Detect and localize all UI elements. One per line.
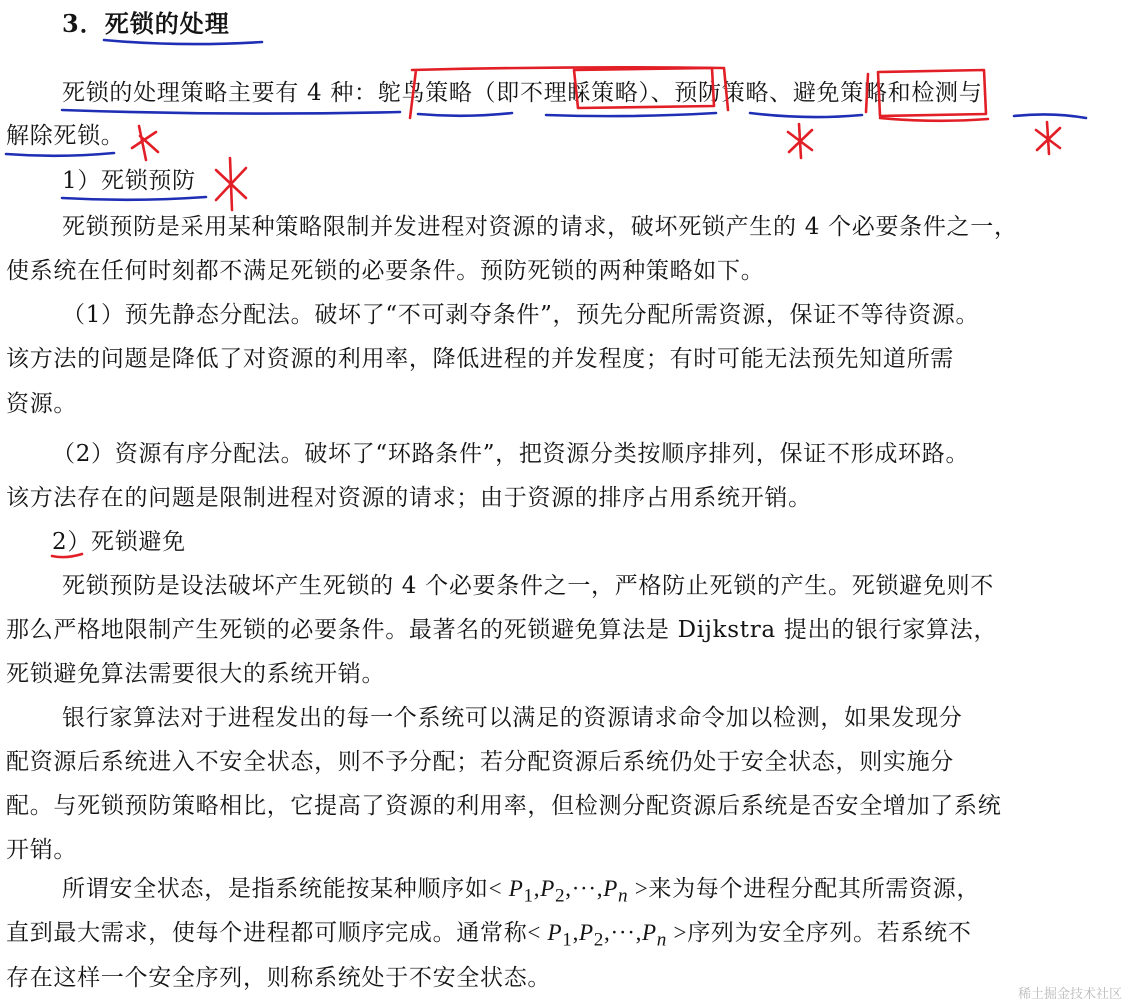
detect-underline [1014,114,1086,118]
avoidance-para2-line-3: 配。与死锁预防策略相比，它提高了资源的利用率，但检测分配资源后系统是否安全增加了系统 [6,793,1002,819]
ignore-underline [546,113,716,116]
prevention-title: 1）死锁预防 [62,168,196,194]
method2-line-1: （2）资源有序分配法。破坏了“环路条件”，把资源分类按顺序排列，保证不形成环路。 [52,441,970,467]
process-sequence: < $P_1,P_2,\cdot\cdot\cdot,P_n$ > [527,920,688,951]
safe-state-line-1-text-b: 来为每个进程分配其所需资源， [648,876,981,902]
strategies-line-2: 解除死锁。 [6,123,125,149]
avoidance-para1-line-1: 死锁预防是设法破坏产生死锁的 4 个必要条件之一，严格防止死锁的产生。死锁避免则不 [62,573,994,599]
prevention-para-line-2: 使系统在任何时刻都不满足死锁的必要条件。预防死锁的两种策略如下。 [6,258,765,284]
method1-line-3: 资源。 [6,391,78,417]
avoidance-para1-line-3: 死锁避免算法需要很大的系统开销。 [6,661,386,687]
method1-line-1: （1）预先静态分配法。破坏了“不可剥夺条件”，预先分配所需资源，保证不等待资源。 [62,302,980,328]
safe-state-line-3: 存在这样一个安全序列，则称系统处于不安全状态。 [6,965,552,991]
ostrich-underline [418,113,512,116]
safe-state-line-2-text-a: 直到最大需求，使每个进程都可顺序完成。通常称 [6,920,528,946]
remove-star-mark [132,126,158,160]
safe-state-line-2 [6,918,972,956]
avoidance-para1-line-2: 那么严格地限制产生死锁的必要条件。最著名的死锁避免算法是 Dijkstra 提出的银行家算法， [6,617,998,643]
avoidance-title: 2）死锁避免 [52,529,186,555]
prevention-title-underline [62,197,206,200]
prevention-star-mark [216,158,246,210]
remove-deadlock-underline [6,153,114,156]
avoidance-para2-line-1: 银行家算法对于进程发出的每一个系统可以满足的资源请求命令加以检测，如果发现分 [62,705,963,731]
safe-state-line-1-text-a: 所谓安全状态，是指系统能按某种顺序如 [62,876,489,902]
prevent-underline [750,113,862,117]
method2-line-2: 该方法存在的问题是限制进程对资源的请求；由于资源的排序占用系统开销。 [6,485,812,511]
strategies-count-underline [62,110,400,114]
strategies-line-1: 死锁的处理策略主要有 4 种：鸵鸟策略（即不理睬策略）、预防策略、避免策略和检测与 [62,80,983,106]
watermark: 稀土掘金技术社区 [1017,987,1122,1002]
safe-state-line-1 [62,874,980,912]
heading-underline [104,40,262,44]
process-sequence: < $P_1,P_2,\cdot\cdot\cdot,P_n$ > [488,876,649,907]
prevent-star-mark [788,124,812,158]
avoidance-para2-line-4: 开销。 [6,837,78,863]
avoid-underline [880,118,988,121]
prevention-para-line-1: 死锁预防是采用某种策略限制并发进程对资源的请求，破坏死锁产生的 4 个必要条件之一， [62,214,1018,240]
method1-line-2: 该方法的问题是降低了对资源的利用率，降低进程的并发程度；有时可能无法预先知道所需 [6,346,954,372]
safe-state-line-2-text-b: 序列为安全序列。若系统不 [687,920,972,946]
section-heading: 3．死锁的处理 [62,9,230,38]
avoidance-para2-line-2: 配资源后系统进入不安全状态，则不予分配；若分配资源后系统仍处于安全状态，则实施分 [6,749,954,775]
detect-star-mark [1036,122,1060,154]
